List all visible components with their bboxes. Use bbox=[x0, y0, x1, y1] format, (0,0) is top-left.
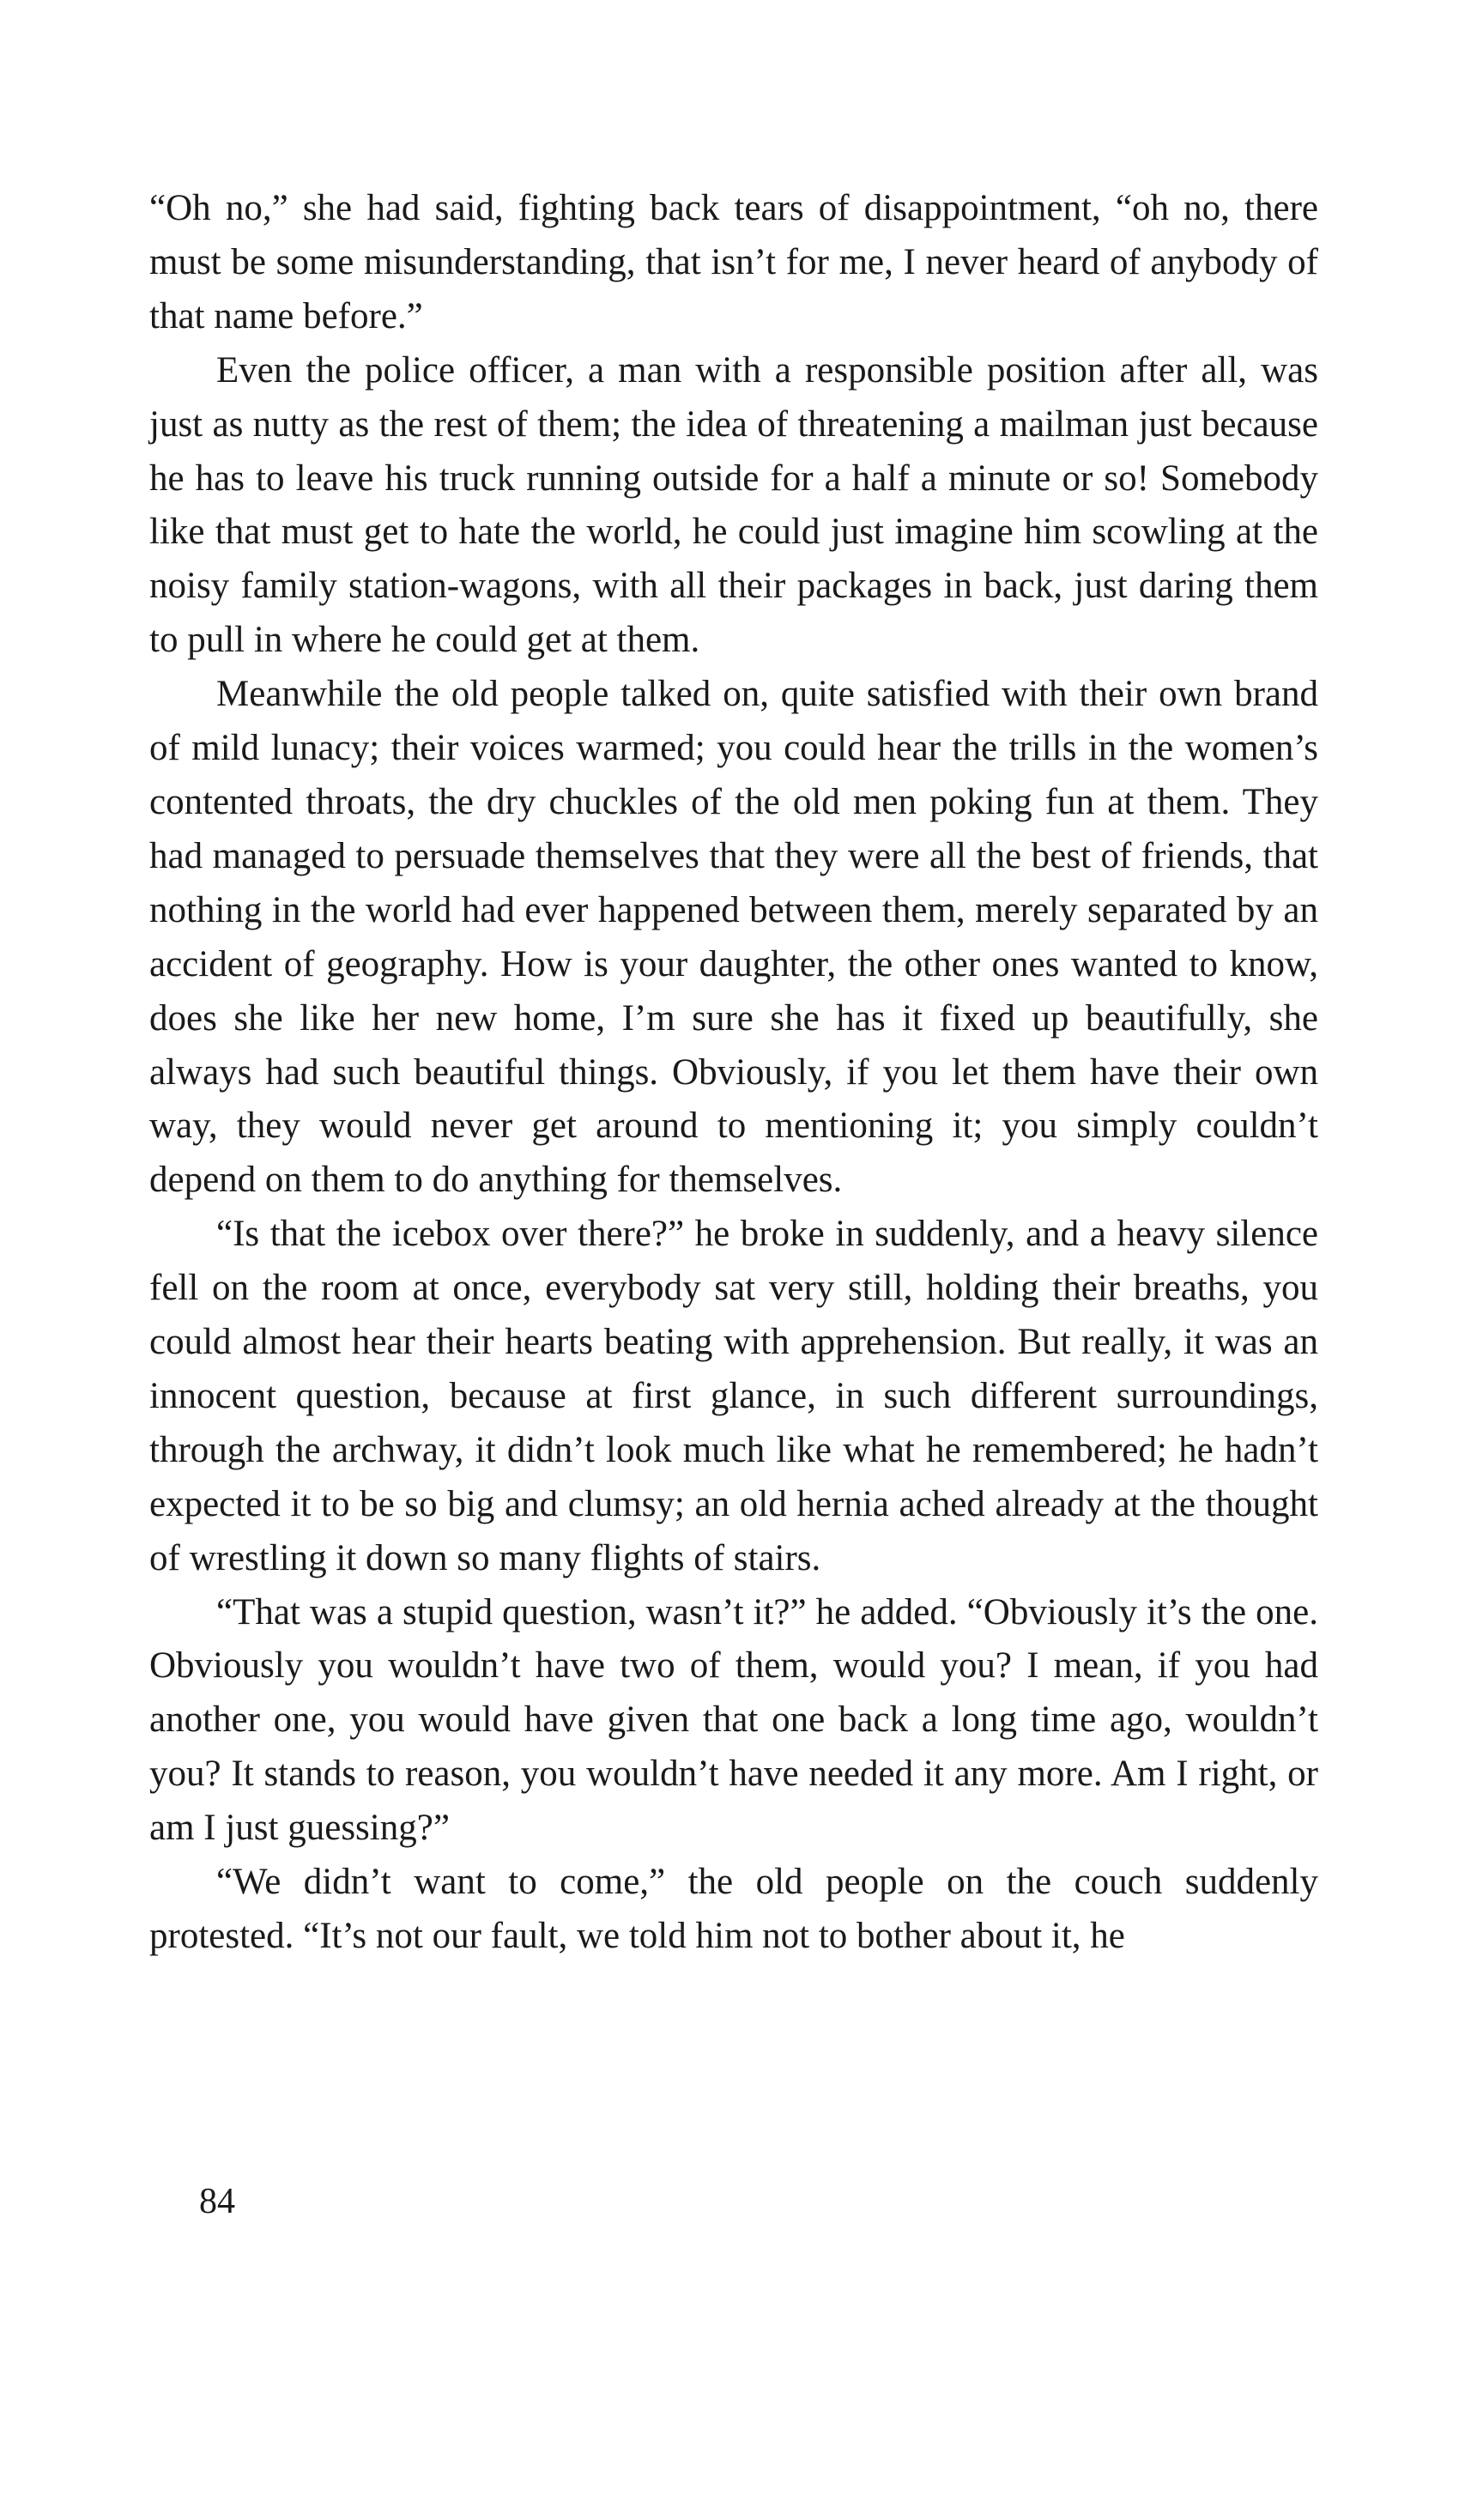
paragraph-4: “Is that the icebox over there?” he broke in suddenly, and a heavy silence fell on the room at once, everybody sat very still, holding their breaths, you could almost hear their hearts beating with apprehension. But really, it was an innocent question, because at first glance, in such different surroundings, through the archway, it didn’t look much like what he remembered; he hadn’t expected it to be so big and clumsy; an old hernia ached already at the thought of wrestling it down so many flights of stairs. bbox=[149, 1214, 1318, 1578]
page-number: 84 bbox=[199, 2182, 235, 2221]
paragraph-6: “We didn’t want to come,” the old people on the couch suddenly protested. “It’s not our fault, we told him not to bother about it, he bbox=[149, 1862, 1318, 1956]
body-text bbox=[149, 182, 1318, 1964]
paragraph-2: Even the police officer, a man with a responsible position after all, was just as nutty as the rest of them; the idea of threatening a mailman just because he has to leave his truck running outside for a half a minute or so! Somebody like that must get to hate the world, he could just imagine him scowling at the noisy family station-wagons, with all their packages in back, just daring them to pull in where he could get at them. bbox=[149, 349, 1318, 661]
paragraph-5: “That was a stupid question, wasn’t it?” he added. “Obviously it’s the one. Obviously you wouldn’t have two of them, would you? I mean, if you had another one, you would have given that one back a long time ago, wouldn’t you? It stands to reason, you wouldn’t have needed it any more. Am I right, or am I just guessing?” bbox=[149, 1591, 1318, 1849]
paragraph-1: “Oh no,” she had said, fighting back tears of disappointment, “oh no, there must be some misunderstanding, that isn’t for me, I never heard of anybody of that name before.” bbox=[149, 188, 1318, 336]
paragraph-3: Meanwhile the old people talked on, quite satisfied with their own brand of mild lunacy; their voices warmed; you could hear the trills in the women’s contented throats, the dry chuckles of the old men poking fun at them. They had managed to persuade themselves that they were all the best of friends, that nothing in the world had ever happened between them, merely separated by an accident of geography. How is your daughter, the other ones wanted to know, does she like her new home, I’m sure she has it fixed up beautifully, she always had such beautiful things. Obviously, if you let them have their own way, they would never get around to mentioning it; you simply couldn’t depend on them to do anything for themselves. bbox=[149, 674, 1318, 1201]
